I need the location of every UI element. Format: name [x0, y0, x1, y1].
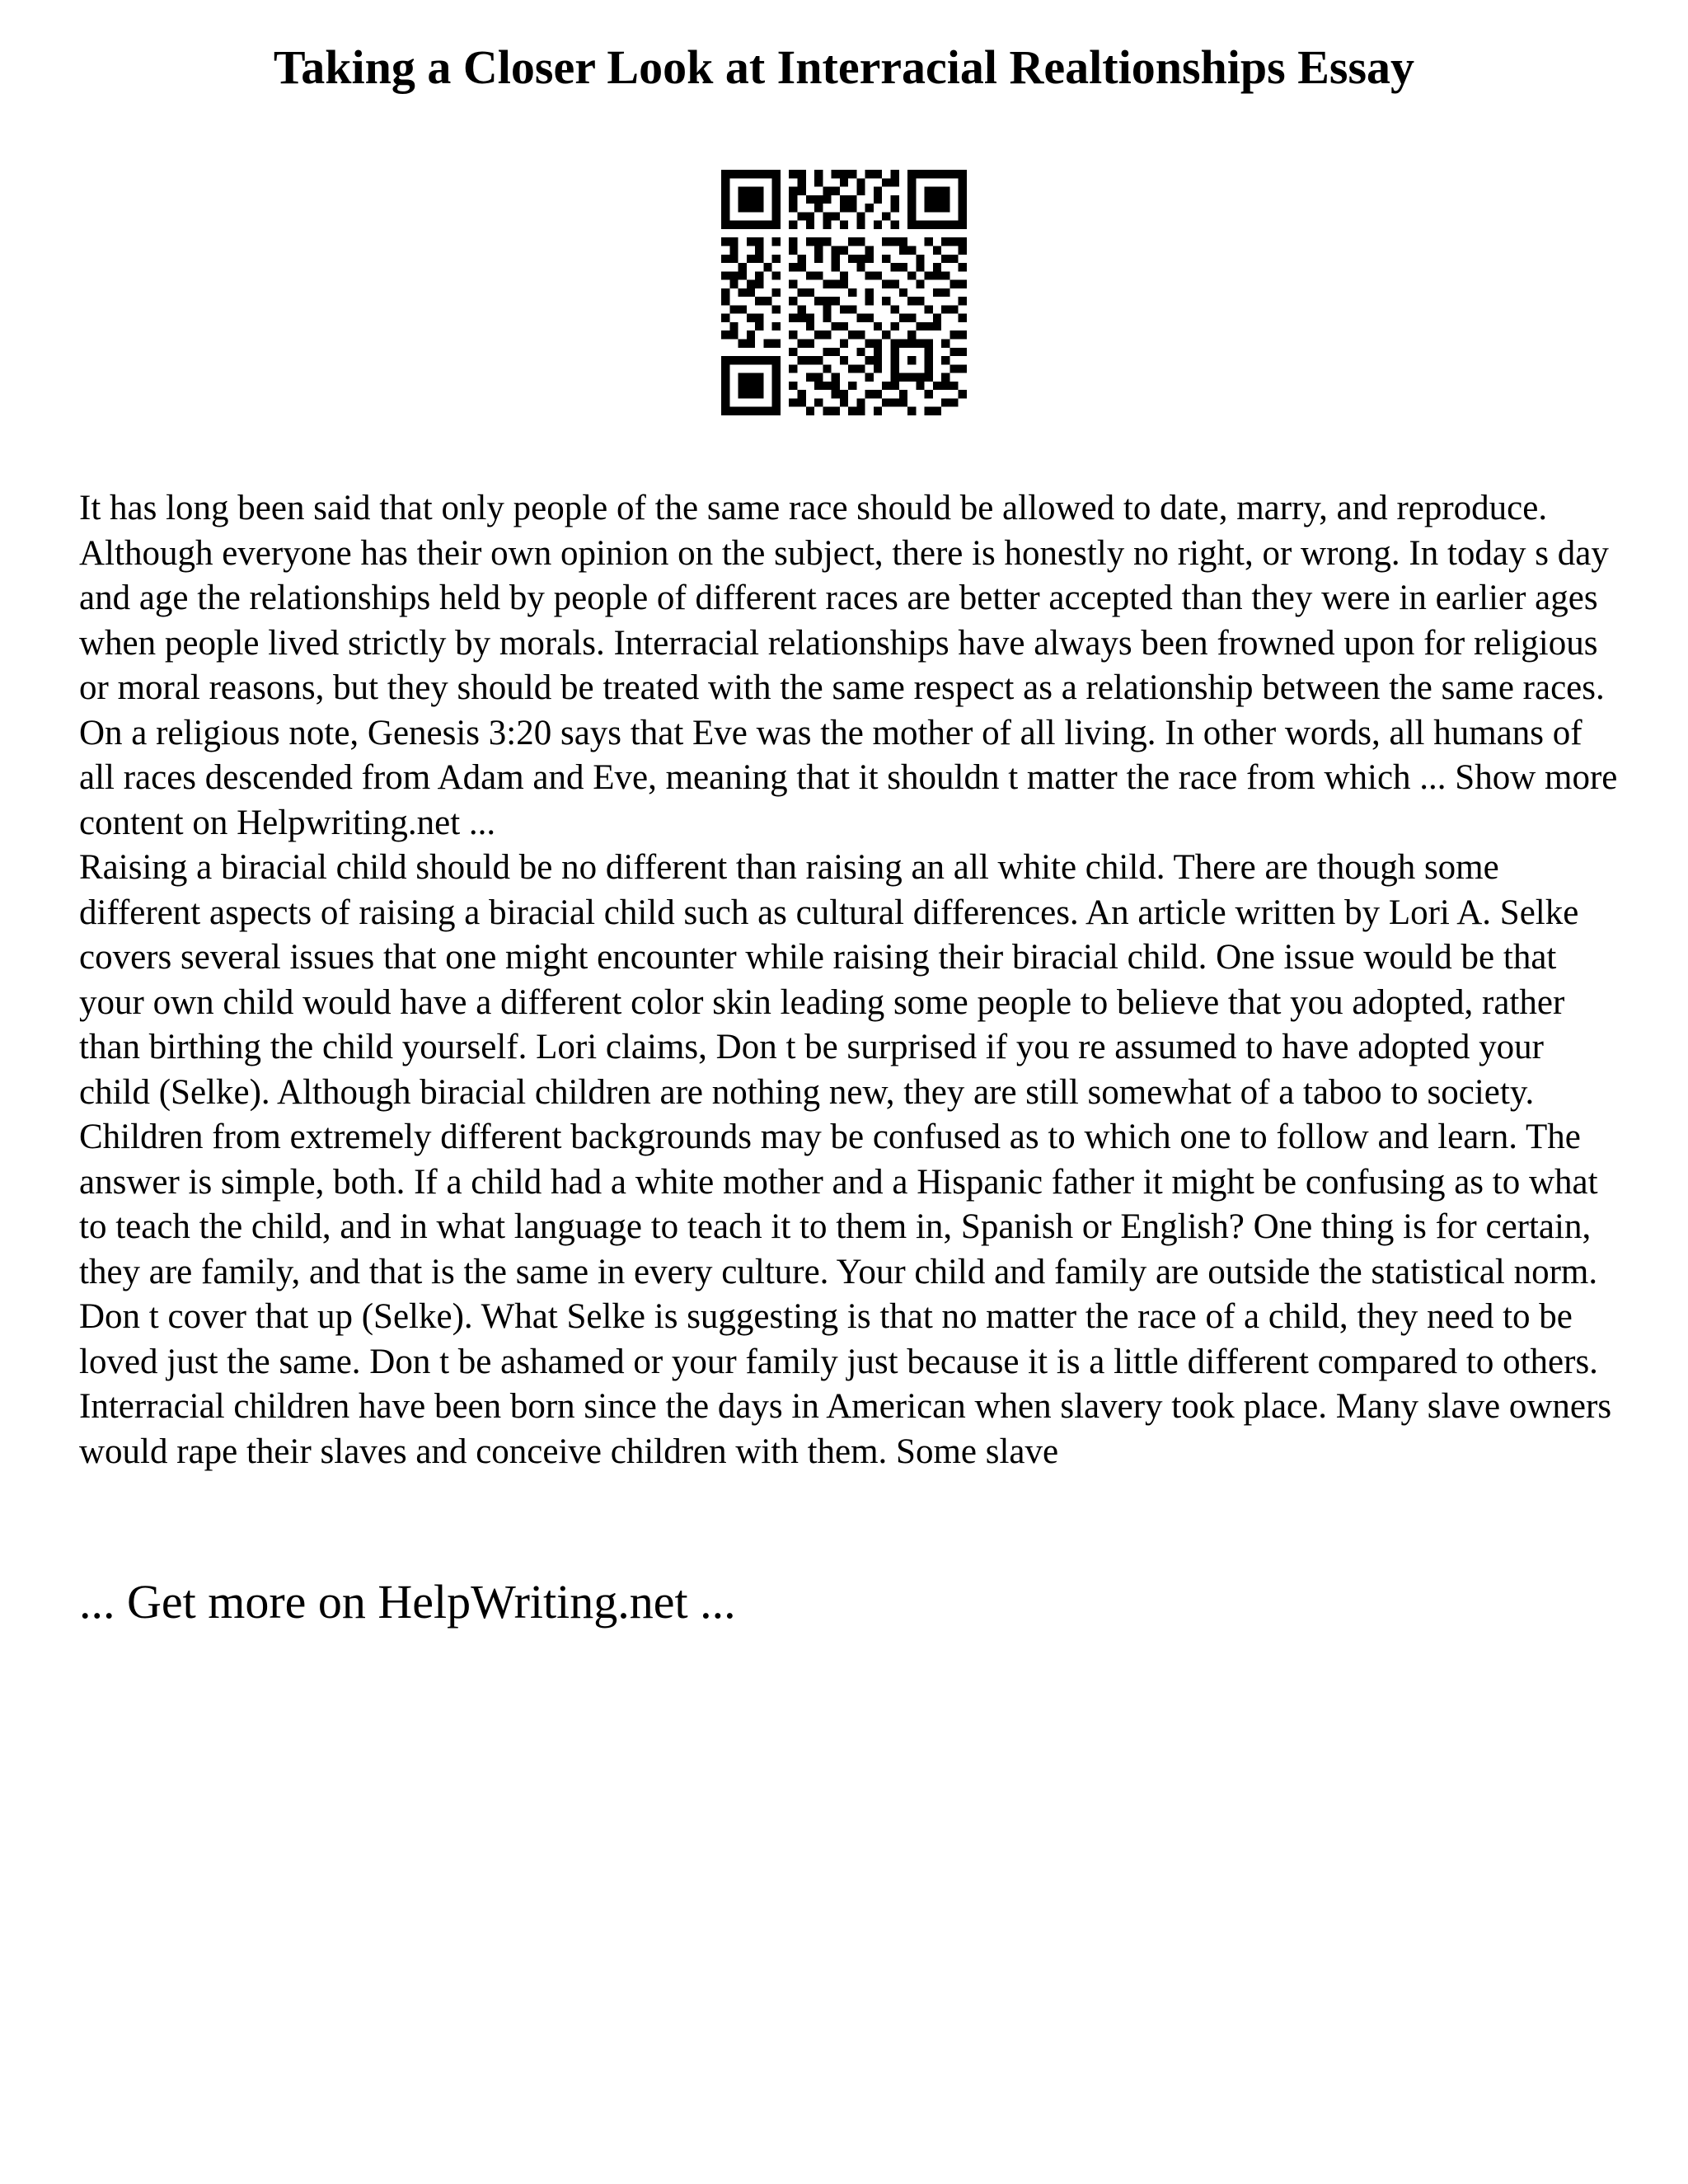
- qr-code-icon: [721, 170, 967, 415]
- paragraph-4: Interracial children have been born since the days in American when slavery took place. Many slave owners would rape their slaves and conceive children with them. Some slave: [79, 1387, 1612, 1471]
- get-more-link[interactable]: ... Get more on HelpWriting.net ...: [79, 1575, 736, 1629]
- qr-code-graphic: [721, 170, 967, 415]
- paragraph-3: Raising a biracial child should be no different than raising an all white child. There are though some different aspects of raising a biracial child such as cultural differences. An article written by Lori A. Selke covers several issues that one might encounter while raising their biracial child. One issue would be that your own child would have a different color skin leading some people to believe that you adopted, rather than birthing the child yourself. Lori claims, Don t be surprised if you re assumed to have adopted your child (Selke). Although biracial children are nothing new, they are still somewhat of a taboo to society. Children from extremely different backgrounds may be confused as to which one to follow and learn. The answer is simple, both. If a child had a white mother and a Hispanic father it might be confusing as to what to teach the child, and in what language to teach it to them in, Spanish or English? One thing is for certain, they are family, and that is the same in every culture. Your child and family are outside the statistical norm. Don t cover that up (Selke). What Selke is suggesting is that no matter the race of a child, they need to be loved just the same. Don t be ashamed or your family just because it is a little different compared to others.: [79, 848, 1598, 1381]
- essay-body: [79, 486, 1620, 1474]
- document-title: Taking a Closer Look at Interracial Realtionships Essay: [273, 40, 1415, 94]
- paragraph-2: On a religious note, Genesis 3:20 says that Eve was the mother of all living. In other words, all humans of all races descended from Adam and Eve, meaning that it shouldn t matter the race from which ... Show more content on Helpwriting.net ...: [79, 713, 1618, 842]
- paragraph-1: It has long been said that only people of the same race should be allowed to date, marry, and reproduce. Although everyone has their own opinion on the subject, there is honestly no right, or wrong. In today s day and age the relationships held by people of different races are better accepted than they were in earlier ages when people lived strictly by morals. Interracial relationships have always been frowned upon for religious or moral reasons, but they should be treated with the same respect as a relationship between the same races.: [79, 489, 1609, 707]
